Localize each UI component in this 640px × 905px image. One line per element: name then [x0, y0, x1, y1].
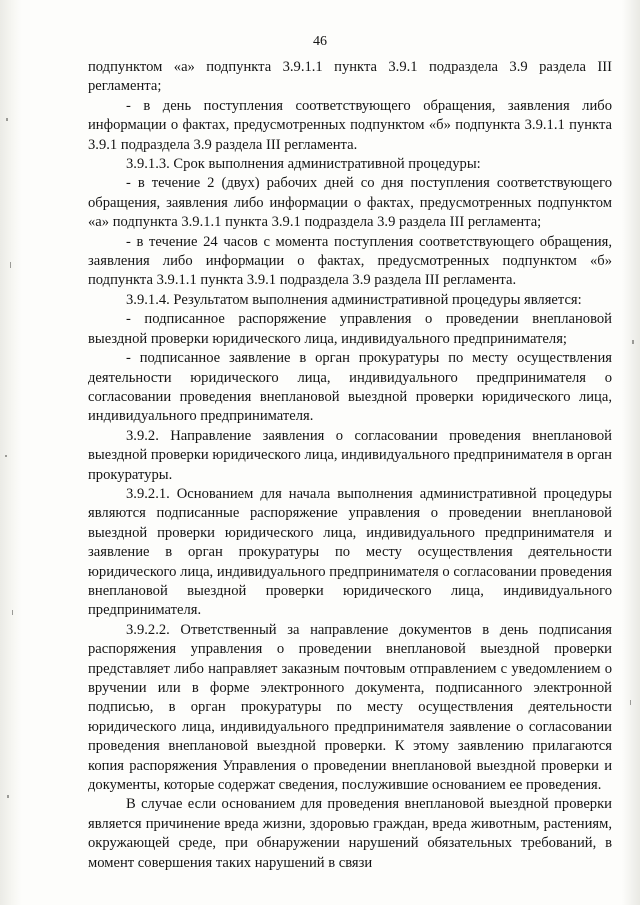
scan-speck — [10, 262, 11, 268]
paragraph-8: - подписанное заявление в орган прокуратуры по месту осуществления деятельности юридического лица, индивидуального предпринимателя о согласовании проведения внеплановой выездной проверки юридического лица, индивидуального предпринимателя. — [88, 350, 612, 425]
paragraph-2: - в день поступления соответствующего обращения, заявления либо информации о фактах, предусмотренных подпунктом «б» подпункта 3.9.1.1 пункта 3.9.1 подраздела 3.9 раздела III регламента. — [88, 97, 612, 153]
paragraph-5: - в течение 24 часов с момента поступления соответствующего обращения, заявления либо информации о фактах, предусмотренных подпунктом «б» подпункта 3.9.1.1 пункта 3.9.1 подраздела 3.9 раздела III регламента. — [88, 233, 612, 289]
section-3-9-2-1: 3.9.2.1. Основанием для начала выполнения административной процедуры являются подписанные распоряжение управления о проведении внеплановой выездной проверки юридического лица, индивидуального предпринимателя и заявление в орган прокуратуры по месту осуществления деятельности юридического лица, индивидуального предпринимателя о согласовании проведения внеплановой выездной проверки юридического лица, индивидуального предпринимателя. — [88, 485, 612, 619]
section-heading-3-9-1-3: 3.9.1.3. Срок выполнения административной процедуры: — [126, 156, 481, 173]
scan-left-edge-shadow — [0, 0, 22, 905]
scan-speck — [7, 795, 9, 798]
paragraph-12: В случае если основанием для проведения внеплановой выездной проверки является причинение вреда жизни, здоровью граждан, вреда животным, растениям, окружающей среде, при обнаружении нарушений обязательных требований, в момент совершения таких нарушений в связи — [88, 796, 612, 871]
scan-speck — [12, 610, 13, 615]
paragraph-7: - подписанное распоряжение управления о проведении внеплановой выездной проверки юридического лица, индивидуального предпринимателя; — [88, 311, 612, 347]
section-heading-3-9-1-4: 3.9.1.4. Результатом выполнения административной процедуры является: — [126, 291, 582, 308]
section-heading-3-9-2: 3.9.2. Направление заявления о согласовании проведения внеплановой выездной проверки юридического лица, индивидуального предпринимателя в орган прокуратуры. — [88, 427, 612, 483]
scan-speck — [5, 455, 7, 457]
paragraph-4: - в течение 2 (двух) рабочих дней со дня поступления соответствующего обращения, заявления либо информации о фактах, предусмотренных подпунктом «а» подпункта 3.9.1.1 пункта 3.9.1 подраздела 3.9 раздела III регламента; — [88, 175, 612, 231]
scan-speck — [632, 340, 634, 344]
scan-speck — [6, 118, 8, 121]
scan-speck — [630, 700, 631, 705]
page-number: 46 — [313, 34, 327, 49]
document-body — [88, 58, 612, 873]
scan-right-edge-shadow — [622, 0, 640, 905]
section-3-9-2-2: 3.9.2.2. Ответственный за направление документов в день подписания распоряжения управления о проведении внеплановой выездной проверки представляет либо направляет заказным почтовым отправлением с уведомлением о вручении или в форме электронного документа, подписанного электронной подписью, в орган прокуратуры по месту осуществления деятельности юридического лица, индивидуального предпринимателя заявление о согласовании проведения внеплановой выездной проверки. К этому заявлению прилагаются копия распоряжения Управления о проведении внеплановой выездной проверки и документы, которые содержат сведения, послужившие основанием ее проведения. — [88, 621, 612, 794]
paragraph-1: подпунктом «а» подпункта 3.9.1.1 пункта 3.9.1 подраздела 3.9 раздела III регламента; — [88, 59, 612, 95]
